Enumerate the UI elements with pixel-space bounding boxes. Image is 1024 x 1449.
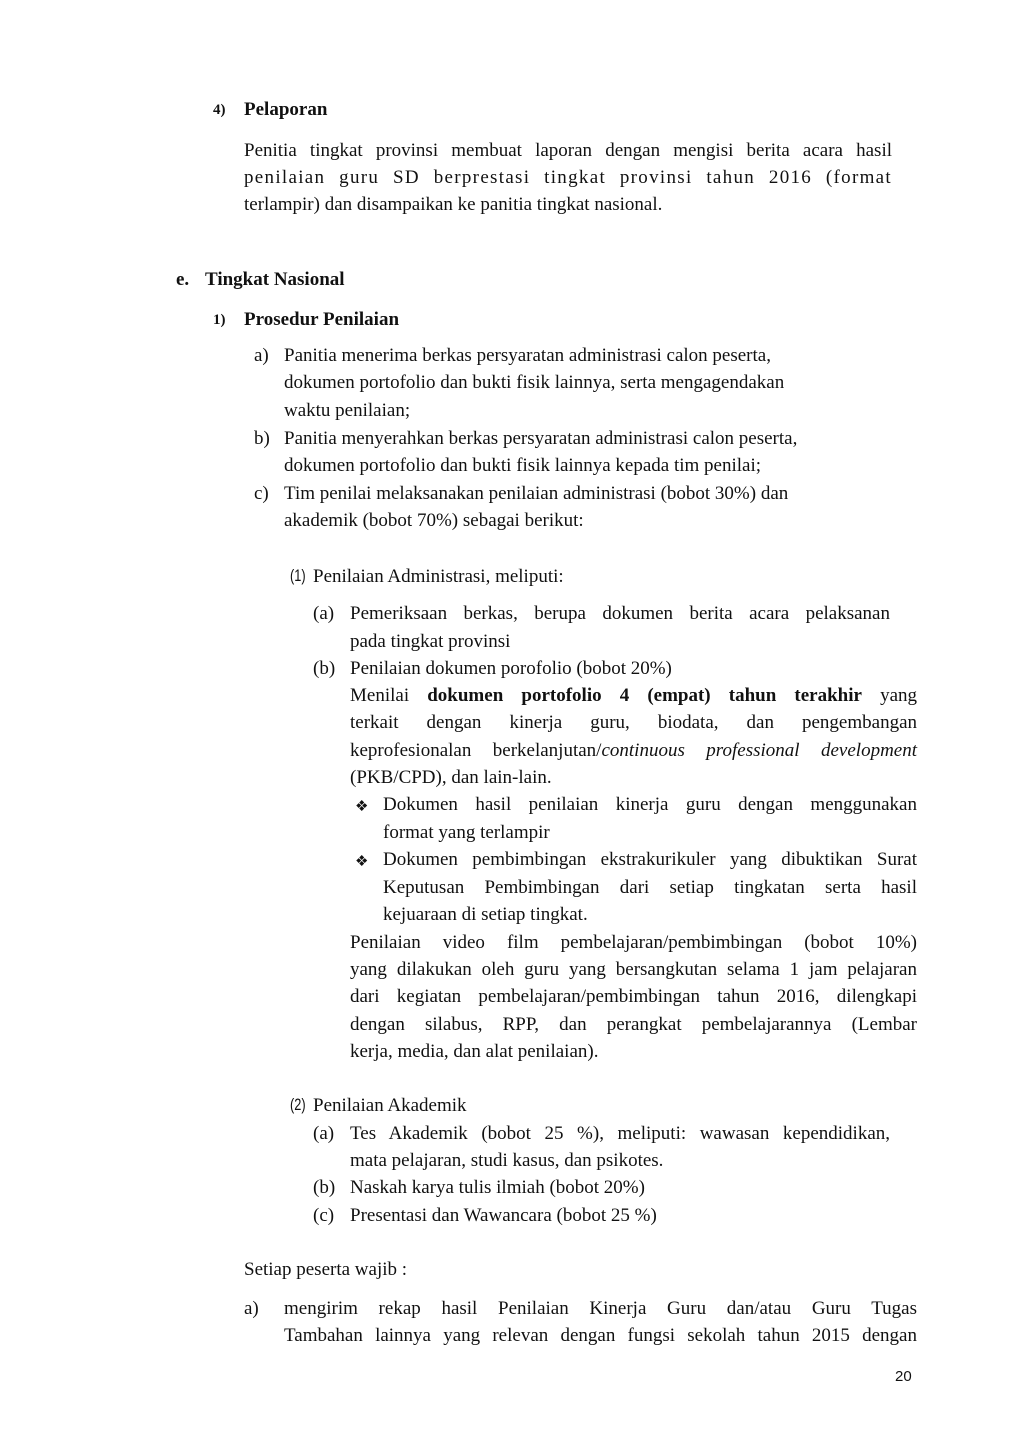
wajib-a-marker: a) — [244, 1298, 259, 1319]
pelaporan-line-3: terlampir) dan disampaikan ke panitia tingkat nasional. — [244, 194, 663, 215]
admin-b-title: Penilaian dokumen porofolio (bobot 20%) — [350, 658, 672, 679]
bullet-2-line-3: kejuaraan di setiap tingkat. — [383, 904, 588, 925]
admin-b-marker: (b) — [313, 658, 336, 679]
video-line-3: dari kegiatan pembelajaran/pembimbingan tahun 2016, dilengkapi — [350, 986, 917, 1007]
diamond-bullet-icon: ❖ — [355, 799, 369, 815]
akademik-b-text: Naskah karya tulis ilmiah (bobot 20%) — [350, 1177, 645, 1198]
admin-a-marker: (a) — [313, 603, 335, 624]
admin-a-line-2: pada tingkat provinsi — [350, 631, 511, 652]
item-a-line-2: dokumen portofolio dan bukti fisik lainnya, serta mengagendakan — [284, 372, 785, 393]
section-marker-1: 1) — [213, 312, 226, 328]
section-marker-e: e. — [176, 269, 190, 290]
akademik-heading: Penilaian Akademik — [313, 1095, 467, 1116]
bullet-1-line-2: format yang terlampir — [383, 822, 550, 843]
video-line-5: kerja, media, dan alat penilaian). — [350, 1041, 599, 1062]
akademik-a-line-2: mata pelajaran, studi kasus, dan psikotes. — [350, 1150, 664, 1171]
item-c-line-1: Tim penilai melaksanakan penilaian administrasi (bobot 30%) dan — [284, 483, 789, 504]
item-a-line-1: Panitia menerima berkas persyaratan administrasi calon peserta, — [284, 345, 771, 366]
akademik-c-text: Presentasi dan Wawancara (bobot 25 %) — [350, 1205, 657, 1226]
section-heading-prosedur: Prosedur Penilaian — [244, 309, 400, 330]
item-a-marker: a) — [254, 345, 269, 366]
diamond-bullet-icon: ❖ — [355, 854, 369, 870]
item-b-line-1: Panitia menyerahkan berkas persyaratan administrasi calon peserta, — [284, 428, 798, 449]
admin-b-desc-line-1: Menilai dokumen portofolio 4 (empat) tahun terakhir yang — [350, 685, 918, 706]
item-b-marker: b) — [254, 428, 270, 449]
item-c-marker: c) — [254, 483, 269, 504]
video-line-4: dengan silabus, RPP, dan perangkat pembelajarannya (Lembar — [350, 1014, 917, 1035]
wajib-intro: Setiap peserta wajib : — [244, 1259, 408, 1280]
bullet-2-line-1: Dokumen pembimbingan ekstrakurikuler yang dibuktikan Surat — [383, 849, 917, 870]
item-a-line-3: waktu penilaian; — [284, 400, 411, 421]
akademik-marker: (2) — [290, 1095, 306, 1114]
wajib-a-line-1: mengirim rekap hasil Penilaian Kinerja Guru dan/atau Guru Tugas — [284, 1298, 917, 1319]
akademik-a-marker: (a) — [313, 1123, 335, 1144]
admin-heading: Penilaian Administrasi, meliputi: — [313, 566, 564, 587]
pelaporan-line-1: Penitia tingkat provinsi membuat laporan dengan mengisi berita acara hasil — [244, 140, 892, 161]
page-number: 20 — [895, 1368, 912, 1385]
akademik-c-marker: (c) — [313, 1205, 335, 1226]
admin-b-desc-line-3: keprofesionalan berkelanjutan/continuous professional development — [350, 740, 917, 761]
pelaporan-line-2: penilaian guru SD berprestasi tingkat provinsi tahun 2016 (format — [244, 167, 892, 188]
video-line-1: Penilaian video film pembelajaran/pembimbingan (bobot 10%) — [350, 932, 917, 953]
akademik-a-line-1: Tes Akademik (bobot 25 %), meliputi: wawasan kependidikan, — [350, 1123, 890, 1144]
wajib-a-line-2: Tambahan lainnya yang relevan dengan fungsi sekolah tahun 2015 dengan — [284, 1325, 917, 1346]
admin-marker: (1) — [290, 566, 306, 585]
bullet-1-line-1: Dokumen hasil penilaian kinerja guru dengan menggunakan — [383, 794, 917, 815]
section-heading-pelaporan: Pelaporan — [244, 99, 328, 120]
video-line-2: yang dilakukan oleh guru yang bersangkutan selama 1 jam pelajaran — [350, 959, 917, 980]
admin-b-desc-line-2: terkait dengan kinerja guru, biodata, dan pengembangan — [350, 712, 917, 733]
section-heading-tingkat-nasional: Tingkat Nasional — [205, 269, 345, 290]
item-c-line-2: akademik (bobot 70%) sebagai berikut: — [284, 510, 584, 531]
akademik-b-marker: (b) — [313, 1177, 336, 1198]
bullet-2-line-2: Keputusan Pembimbingan dari setiap tingkatan serta hasil — [383, 877, 917, 898]
item-b-line-2: dokumen portofolio dan bukti fisik lainnya kepada tim penilai; — [284, 455, 762, 476]
admin-a-line-1: Pemeriksaan berkas, berupa dokumen berita acara pelaksanan — [350, 603, 890, 624]
admin-b-desc-line-4: (PKB/CPD), dan lain-lain. — [350, 767, 552, 788]
section-marker-4: 4) — [213, 102, 226, 118]
